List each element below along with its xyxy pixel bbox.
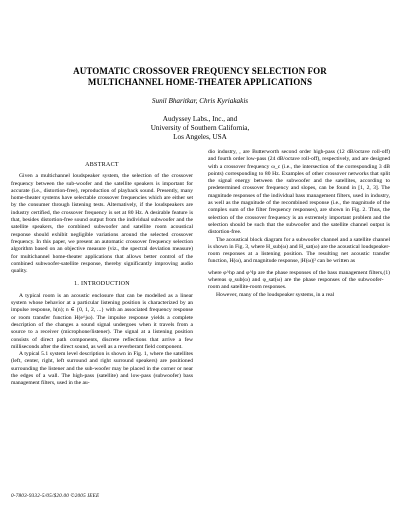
paper-title-line-1: AUTOMATIC CROSSOVER FREQUENCY SELECTION FOR — [73, 66, 327, 76]
right-paragraph-1 — [208, 149, 390, 237]
paper-title-line-2: MULTICHANNEL HOME-THEATER APPLICATIONS — [87, 77, 313, 87]
right-paragraph-1-lead: dio industry, — [208, 149, 237, 155]
introduction-heading: 1. INTRODUCTION — [74, 281, 130, 288]
abstract-heading: ABSTRACT — [85, 162, 119, 168]
introduction-paragraph-2: A typical 5.1 system level description is shown in Fig. 1, where the satellites (left, center, right, left surround and right surround speakers) are positioned surrounding the listener and the sub-woofer may be placed in the corner or near the edges of a wall. The high-pass (satellite) and low-pass (subwoofer) bass management filters, used in the au- — [11, 351, 193, 387]
abstract-text: Given a multichannel loudspeaker system, the selection of the crossover frequency between the sub-woofer and the satellite speakers is important for accurate (i.e., distortion-free), reproduction of playback sound. Presently, many home-theater systems have selectable crossover frequencies which are either set by the consumer through listening tests. Alternatively, if the loudspeakers are industry certified, the crossover frequency is set at 80 Hz. A desirable feature is that, besides distortion-free sound output from the individual subwoofer and the satellite speakers, the combined subwoofer and satellite room acoustical response should exhibit negligible variations around the selected crossover frequency. In this paper, we present an automatic crossover frequency selection algorithm based on an objective measure (viz., the spectral deviation measure) for multichannel home-theater applications that allows better control of the combined subwoofer-satellite response, thereby significantly improving audio quality. — [11, 173, 193, 275]
right-paragraph-1-cont: , are Butterworth second order high-pass (12 dB/octave roll-off) and fourth order low-pass (24 dB/octave roll-off), respectively, and are designed with a crossover frequency ω_c (i.e., the intersection of the corresponding 3 dB points) corresponding to 80 Hz. Examples of other crossover networks that split the signal energy between the subwoofer and the satellites, according to predetermined crossover frequency and slopes, can be found in [1, 2, 3]. The magnitude responses of the individual bass management filters, used in industry, as well as the magnitude of the recombined response (i.e., the magnitude of the complex sum of the filter frequency responses), are shown in Fig. 2. Thus, the selection of the crossover frequency is an extremely important problem and the selection should be such that the subwoofer and the satellite channel output is distortion-free. — [208, 149, 390, 236]
affiliation-line-2: University of Southern California, — [150, 124, 250, 132]
right-column — [208, 149, 390, 299]
right-paragraph-2: The acoustical block diagram for a subwoofer channel and a satellite channel is shown in Fig. 3, where H_sub(ω) and H_sat(ω) are the acoustical loudspeaker-room responses at a listening position. The resulting net acoustic transfer function, H(ω), and magnitude response, |H(ω)|² can be written as — [208, 236, 390, 265]
affiliation-line-3: Los Angeles, USA — [173, 133, 227, 141]
affiliation-line-1: Audyssey Labs., Inc., and — [162, 115, 238, 123]
equation-number: (1) — [383, 269, 390, 276]
left-column — [11, 162, 193, 388]
copyright-footer: 0-7803-9332-5/05/$20.00 ©2005 IEEE — [11, 493, 100, 499]
right-paragraph-3: where φ^hp and φ^lp are the phase responses of the bass management filters, whereas φ_sub(ω) and φ_sat(ω) are the phase responses of the subwoofer-room and satellite-room responses. — [208, 269, 384, 291]
introduction-paragraph-1: A typical room is an acoustic enclosure that can be modelled as a linear system whose behavior at a particular listening position is characterized by an impulse response, h(n); n ∈ {0, 1, 2, ...} with an associated frequency response or room transfer function H(e^jω). The impulse response yields a complete description of the changes a sound signal undergoes when it travels from a source to a receiver (microphone/listener). The signal at a listening position consists of direct path components, discrete reflections that arrive a few milliseconds after the direct sound, as well as a reverberant field component. — [11, 292, 193, 350]
paper-authors: Sunil Bharitkar, Chris Kyriakakis — [151, 97, 249, 105]
right-paragraph-4: However, many of the loudspeaker systems, in a real — [216, 291, 335, 298]
